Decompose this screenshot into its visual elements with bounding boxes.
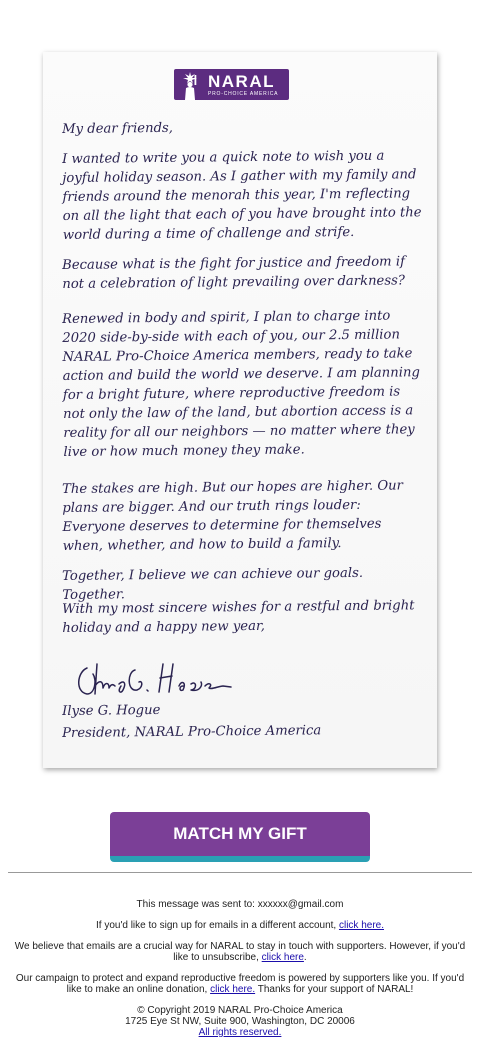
letter-paragraph: Together, I believe we can achieve our goals. Together. bbox=[62, 565, 364, 603]
donate-text: Our campaign to protect and expand reproductive freedom is powered by supporters like you. If you'd like to make an online donation, bbox=[15, 973, 465, 995]
letter-paragraph: I wanted to write you a quick note to wish you a joyful holiday season. As I gather with my family and friends around the menorah this year, I'm reflecting on all the light that each of you have brought into the world during a time of challenge and strife. bbox=[62, 148, 422, 243]
sent-to-label: This message was sent to: bbox=[136, 899, 258, 910]
copyright-block bbox=[10, 1005, 470, 1038]
mailing-address: 1725 Eye St NW, Suite 900, Washington, DC 20006 bbox=[125, 1016, 355, 1027]
copyright-text: © Copyright 2019 NARAL Pro-Choice America bbox=[137, 1005, 343, 1016]
logo-tagline: PRO-CHOICE AMERICA bbox=[208, 90, 279, 97]
signer-title: President, NARAL Pro-Choice America bbox=[62, 723, 322, 741]
donate-line bbox=[10, 973, 470, 995]
signature-icon bbox=[73, 656, 233, 698]
unsubscribe-end: . bbox=[303, 952, 307, 963]
donate-link[interactable]: click here. bbox=[210, 984, 256, 995]
cta-accent-bar bbox=[110, 856, 370, 862]
signup-link[interactable]: click here. bbox=[338, 920, 384, 931]
unsubscribe-link[interactable]: click here bbox=[261, 952, 304, 963]
unsubscribe-text: We believe that emails are a crucial way for NARAL to stay in touch with supporters. However, if you'd like to unsubscribe, bbox=[14, 941, 466, 963]
all-rights-reserved-link[interactable]: All rights reserved. bbox=[198, 1027, 282, 1038]
statue-of-liberty-icon bbox=[178, 69, 202, 100]
signer-name: Ilyse G. Hogue bbox=[62, 702, 161, 719]
donate-end: Thanks for your support of NARAL! bbox=[255, 984, 414, 995]
email-footer bbox=[10, 899, 470, 1048]
letter-paragraph: The stakes are high. But our hopes are higher. Our plans are bigger. And our truth rings louder: Everyone deserves to determine for themselves when, whether, and how to build a family. bbox=[62, 478, 404, 554]
footer-divider bbox=[8, 872, 472, 873]
letter-paragraph: Renewed in body and spirit, I plan to charge into 2020 side-by-side with each of you, our 2.5 million NARAL Pro-Choice America members, ready to take action and build the world we deserve. I am planning for a bright future, where reproductive freedom is not only the law of the land, but abortion access is a reality for all our neighbors — no matter where they live or how much money they make. bbox=[62, 308, 420, 460]
cta-container bbox=[110, 812, 370, 862]
sent-to-line bbox=[10, 899, 470, 910]
letter-paragraph: Because what is the fight for justice and freedom if not a celebration of light prevailing over darkness? bbox=[62, 254, 406, 292]
recipient-email: xxxxxx@gmail.com bbox=[257, 899, 344, 910]
unsubscribe-line bbox=[10, 941, 470, 963]
letter-card bbox=[43, 52, 437, 768]
letter-salutation: My dear friends, bbox=[62, 120, 174, 137]
naral-logo bbox=[174, 69, 289, 100]
signup-line bbox=[10, 920, 470, 931]
match-my-gift-button[interactable]: MATCH MY GIFT bbox=[110, 812, 370, 856]
letter-paragraph: With my most sincere wishes for a restful and bright holiday and a happy new year, bbox=[62, 598, 415, 636]
signup-text: If you'd like to sign up for emails in a different account, bbox=[96, 920, 339, 931]
logo-wordmark: NARAL bbox=[208, 71, 275, 91]
